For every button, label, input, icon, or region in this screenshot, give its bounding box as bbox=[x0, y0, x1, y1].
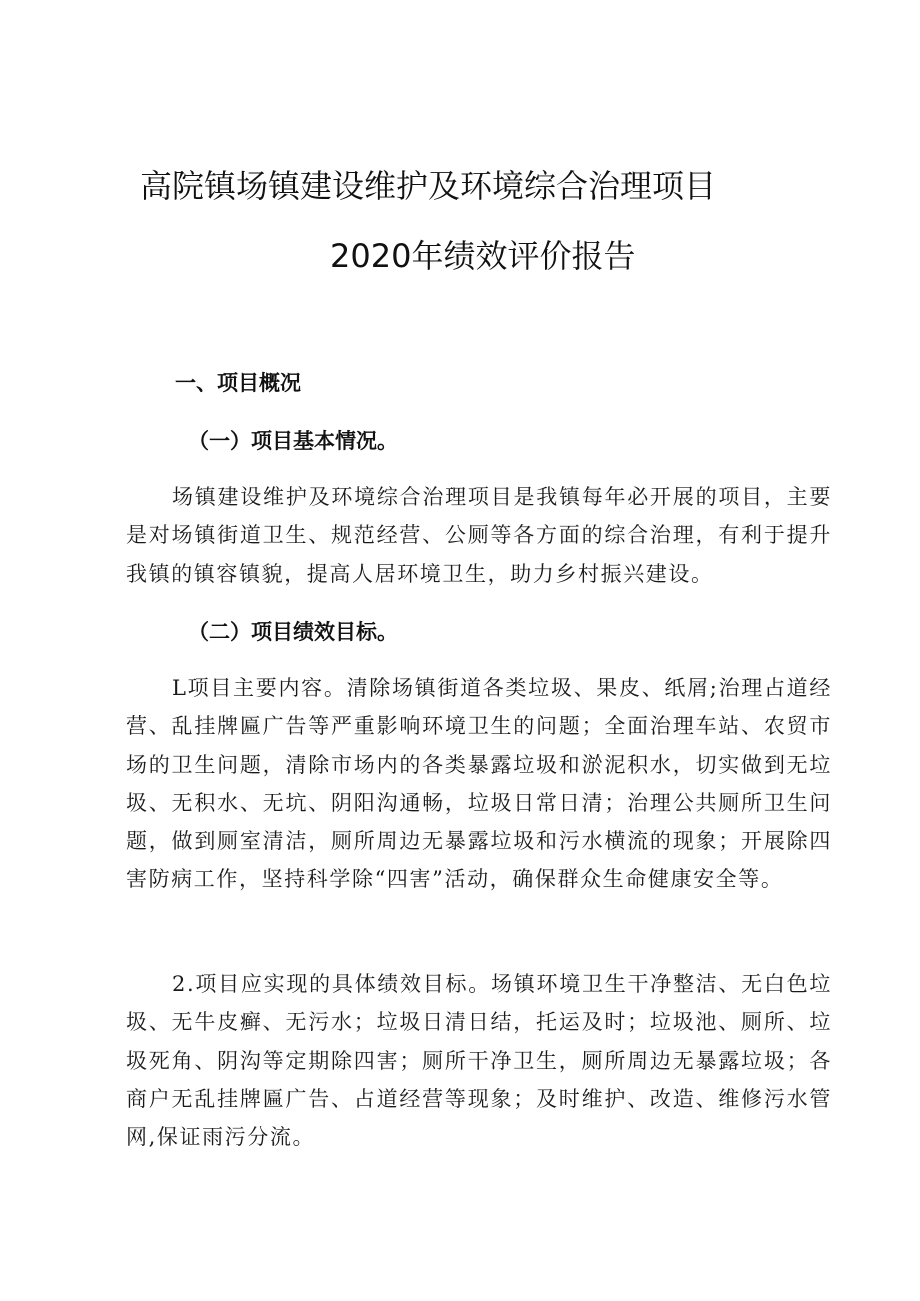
section-heading-project-overview: 一、项目概况 bbox=[175, 371, 301, 395]
paragraph-specific-goals: 2.项目应实现的具体绩效目标。场镇环境卫生干净整洁、无白色垃圾、无牛皮癣、无污水；垃圾日清日结，托运及时；垃圾池、厕所、垃圾死角、阴沟等定期除四害；厕所干净卫生，厕所周边无暴露垃圾；各商户无乱挂牌匾广告、占道经营等现象；及时维护、改造、维修污水管网,保证雨污分流。 bbox=[126, 972, 832, 1150]
report-title-line-2: 2020年绩效评价报告 bbox=[330, 237, 636, 275]
paragraph-main-content: L项目主要内容。清除场镇街道各类垃圾、果皮、纸屑;治理占道经营、乱挂牌匾广告等严重影响环境卫生的问题；全面治理车站、农贸市场的卫生问题，清除市场内的各类暴露垃圾和淤泥积水，切实做到无垃圾、无积水、无坑、阴阳沟通畅，垃圾日常日清；治理公共厕所卫生问题，做到厕室清洁，厕所周边无暴露垃圾和污水横流的现象；开展除四害防病工作，坚持科学除“四害”活动，确保群众生命健康安全等。 bbox=[126, 676, 832, 892]
subsection-heading-basic-info: （一）项目基本情况。 bbox=[188, 429, 398, 453]
report-title-line-1: 高院镇场镇建设维护及环境综合治理项目 bbox=[140, 167, 717, 205]
subsection-heading-performance-goals: （二）项目绩效目标。 bbox=[188, 620, 398, 644]
paragraph-basic-info: 场镇建设维护及环境综合治理项目是我镇每年必开展的项目，主要是对场镇街道卫生、规范经营、公厕等各方面的综合治理，有利于提升我镇的镇容镇貌，提高人居环境卫生，助力乡村振兴建设。 bbox=[126, 485, 832, 586]
